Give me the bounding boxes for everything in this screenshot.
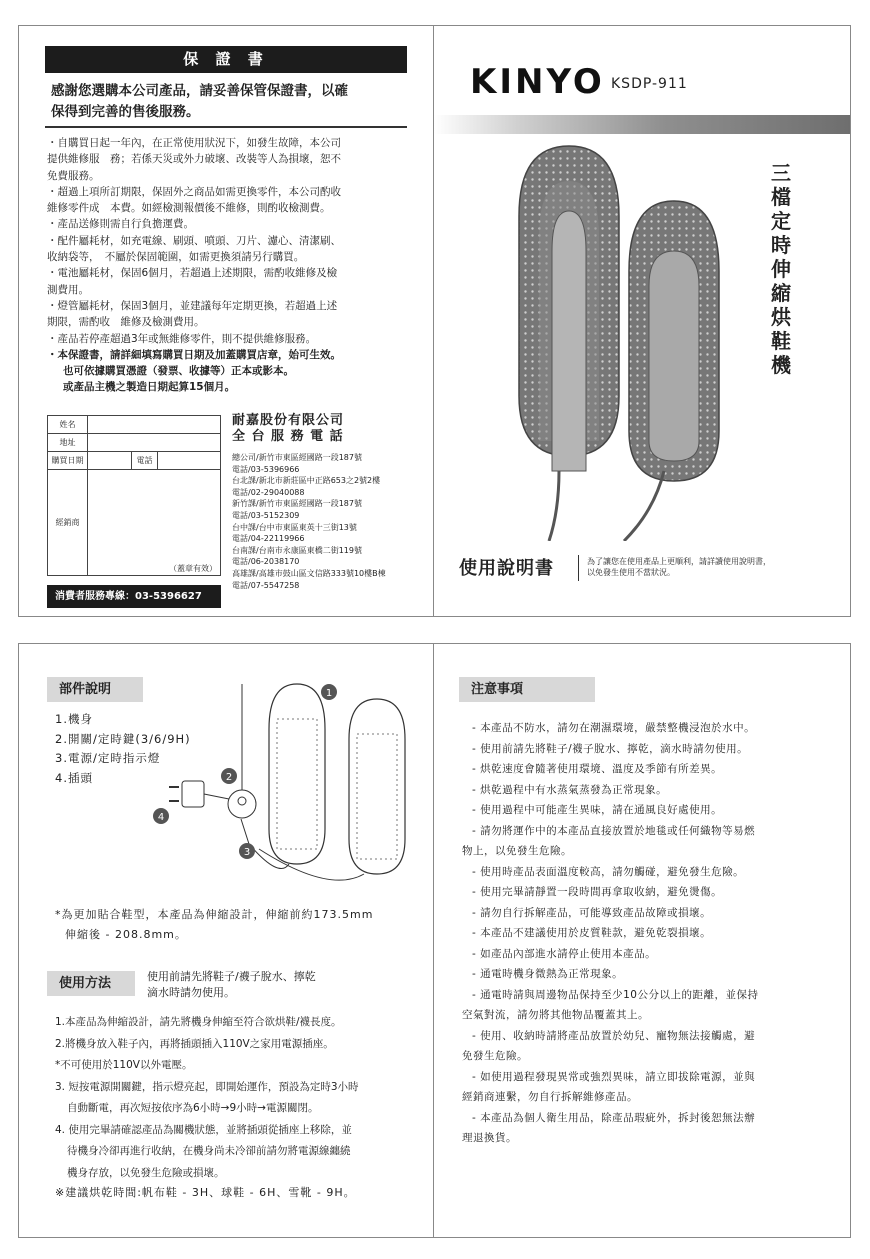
caution-line: 空氣對流，請勿將其他物品覆蓋其上。 [462, 1009, 649, 1021]
product-title: 三檔定時伸縮烘鞋機 [771, 161, 791, 377]
usage-note-line: 滴水時請勿使用。 [147, 986, 235, 999]
warranty-term-line: ・超過上項所訂期限，保固外之商品如需更換零件，本公司酌收 [47, 185, 341, 198]
manual-note [587, 556, 827, 578]
office-line: 電話/03-5152309 [232, 510, 300, 520]
caution-line: 經銷商連繫，勿自行拆解維修產品。 [462, 1091, 638, 1103]
parts-header: 部件說明 [47, 677, 143, 702]
usage-step: 4. 使用完畢請確認產品為關機狀態，並將插頭從插座上移除，並 [55, 1123, 352, 1136]
warranty-intro-line: 保得到完善的售後服務。 [51, 104, 200, 120]
form-field-dealer[interactable] [88, 470, 221, 576]
caution-line: 免發生危險。 [462, 1050, 528, 1062]
form-label-phone: 電話 [132, 452, 158, 470]
warranty-intro-line: 感謝您選購本公司產品，請妥善保管保證書，以確 [51, 83, 348, 99]
warranty-term-line: ・產品若停產超過3年或無維修零件，則不提供維修服務。 [47, 332, 317, 345]
caution-line: - 烘乾過程中有水蒸氣蒸發為正常現象。 [472, 783, 668, 796]
usage-step: 2.將機身放入鞋子內，再將插頭插入110V之家用電源插座。 [55, 1037, 334, 1050]
warranty-term-line: 收納袋等， 不屬於保固範圍，如需更換須請另行購買。 [47, 251, 305, 264]
caution-line: - 請勿將運作中的本產品直接放置於地毯或任何織物等易燃 [472, 824, 756, 837]
usage-step: 待機身冷卻再進行收納，在機身尚未冷卻前請勿將電源線纏繞 [67, 1145, 351, 1157]
usage-steps [55, 1012, 425, 1184]
svg-text:2: 2 [225, 772, 233, 783]
caution-line: - 通電時機身微熱為正常現象。 [472, 968, 624, 980]
caution-line: 理退換貨。 [462, 1132, 517, 1144]
svg-text:3: 3 [243, 847, 251, 858]
parts-diagram [149, 679, 419, 894]
warranty-term-bold: 也可依據購買憑證（發票、收據等）正本或影本。 [63, 365, 294, 378]
office-line: 台南課/台南市永康區東橋二街119號 [232, 545, 362, 555]
usage-note [147, 969, 316, 1001]
part-item: 3.電源/定時指示燈 [55, 751, 161, 765]
gradient-bar [434, 115, 851, 134]
caution-line: - 使用、收納時請將產品放置於幼兒、寵物無法接觸處，避 [472, 1029, 756, 1042]
manual-note-line: 為了讓您在使用產品上更順利，請詳讀使用說明書， [587, 557, 771, 566]
office-line: 電話/03-5396966 [232, 464, 300, 474]
warranty-term-line: 免費服務。 [47, 169, 100, 182]
manual-note-line: 以免發生使用不當狀況。 [587, 568, 675, 577]
svg-text:1: 1 [325, 688, 333, 699]
caution-line: - 本產品為個人衛生用品，除產品瑕疵外，拆封後恕無法辦 [472, 1111, 756, 1124]
warranty-terms [47, 135, 407, 396]
stamp-note: （蓋章有效） [169, 564, 217, 573]
cover-panel [433, 25, 851, 617]
usage-step: 1.本產品為伸縮設計，請先將機身伸縮至符合欲烘鞋/襪長度。 [55, 1016, 342, 1028]
usage-note-line: 使用前請先將鞋子/襪子脫水、擰乾 [147, 970, 316, 983]
size-note-line: 伸縮後 - 208.8mm。 [65, 928, 187, 941]
instructions-panel [18, 643, 434, 1238]
office-line: 高雄課/高雄市鼓山區文信路333號10樓B棟 [232, 568, 386, 578]
caution-line: - 烘乾速度會隨著使用環境、溫度及季節有所差異。 [472, 763, 723, 775]
warranty-term-bold: ・本保證書，請詳細填寫購買日期及加蓋購買店章，始可生效。 [47, 348, 341, 361]
caution-line: 物上，以免發生危險。 [462, 845, 572, 857]
divider [45, 126, 407, 128]
usage-header: 使用方法 [47, 971, 135, 996]
warranty-term-line: ・電池屬耗材，保固6個月，若超過上述期限，需酌收維修及檢 [47, 267, 338, 280]
caution-line: - 本產品不防水，請勿在潮濕環境，嚴禁整機浸泡於水中。 [472, 722, 756, 734]
warranty-term-line: 提供維修服 務；若係天災或外力破壞、改裝等人為損壞，恕不 [47, 153, 341, 166]
office-line: 電話/04-22119966 [232, 534, 305, 544]
service-hotline: 消費者服務專線：03-5396627 [47, 585, 221, 608]
warranty-form [47, 415, 221, 576]
form-field-name[interactable] [88, 416, 221, 434]
caution-line: - 如產品內部進水請停止使用本產品。 [472, 947, 657, 960]
dryer-right [624, 201, 719, 541]
office-line: 電話/07-5547258 [232, 580, 300, 590]
office-line: 新竹課/新竹市東區經國路一段187號 [232, 499, 362, 509]
form-label-name: 姓名 [48, 416, 88, 434]
office-line: 電話/06-2038170 [232, 557, 300, 567]
warranty-term-line: 測費用。 [47, 283, 89, 296]
caution-line: - 使用過程中可能產生異味，請在通風良好處使用。 [472, 804, 723, 816]
form-field-phone[interactable] [158, 452, 221, 470]
form-label-purchase-date: 購買日期 [48, 452, 88, 470]
company-heading [232, 413, 344, 445]
divider [578, 555, 579, 581]
product-illustration [494, 141, 764, 541]
callout-2 [221, 768, 237, 784]
service-phone-heading: 全 台 服 務 電 話 [232, 429, 344, 444]
dryer-left [519, 146, 619, 541]
office-line: 台中課/台中市東區東英十三街13號 [232, 522, 357, 532]
warranty-intro [51, 81, 411, 123]
office-line: 電話/02-29040088 [232, 487, 305, 497]
warranty-term-bold: 或產品主機之製造日期起算15個月。 [63, 381, 236, 394]
warranty-panel [18, 25, 434, 617]
warranty-term-line: 期限，需酌收 維修及檢測費用。 [47, 316, 205, 329]
warranty-title: 保 證 書 [45, 46, 407, 73]
svg-text:4: 4 [157, 812, 165, 823]
caution-line: - 通電時請與周邊物品保持至少10公分以上的距離，並保持 [472, 988, 759, 1001]
manual-label: 使用說明書 [459, 558, 554, 579]
brand-logo: KINYO [470, 62, 605, 102]
warranty-term-line: 維修零件成 本費。如經檢測報價後不維修，則酌收檢測費。 [47, 202, 331, 215]
callout-1 [321, 684, 337, 700]
part-item: 1.機身 [55, 712, 93, 726]
size-note [55, 905, 425, 945]
model-number: KSDP-911 [611, 76, 688, 92]
form-label-dealer: 經銷商 [48, 470, 88, 576]
caution-line: - 本產品不建議使用於皮質鞋款，避免乾裂損壞。 [472, 927, 712, 939]
callout-3 [239, 843, 255, 859]
size-note-line: *為更加貼合鞋型，本產品為伸縮設計，伸縮前約173.5mm [55, 908, 374, 921]
form-field-purchase-date[interactable] [88, 452, 132, 470]
part-item: 4.插頭 [55, 770, 93, 785]
usage-step: 機身存放，以免發生危險或損壞。 [67, 1166, 225, 1179]
drying-time-note: ※建議烘乾時間:帆布鞋 - 3H、球鞋 - 6H、雪靴 - 9H。 [55, 1186, 356, 1199]
part-item: 2.開關/定時鍵(3/6/9H) [55, 731, 191, 746]
caution-line: - 如使用過程發現異常或強烈異味，請立即拔除電源，並與 [472, 1070, 756, 1083]
office-list [232, 452, 428, 591]
office-line: 總公司/新竹市東區經國路一段187號 [232, 453, 362, 462]
caution-line: - 使用前請先將鞋子/襪子脫水、擰乾，滴水時請勿使用。 [472, 742, 749, 755]
warranty-term-line: ・燈管屬耗材，保固3個月，並建議每年定期更換，若超過上述 [47, 299, 338, 312]
caution-line: - 使用完畢請靜置一段時間再拿取收納，避免燙傷。 [472, 886, 723, 898]
form-field-address[interactable] [88, 434, 221, 452]
cautions-panel [433, 643, 851, 1238]
usage-step: 3. 短按電源開關鍵，指示燈亮起，即開始運作，預設為定時3小時 [55, 1080, 359, 1093]
warranty-term-line: ・配件屬耗材，如充電線、刷頭、噴頭、刀片、濾心、清潔刷、 [47, 234, 341, 247]
usage-step: *不可使用於110V以外電壓。 [55, 1059, 193, 1071]
warranty-term-line: ・產品送修則需自行負擔運費。 [47, 218, 194, 231]
cautions-header: 注意事項 [459, 677, 595, 702]
callout-4 [153, 808, 169, 824]
caution-line: - 使用時產品表面溫度較高，請勿觸碰，避免發生危險。 [472, 865, 745, 878]
cautions-list [462, 718, 834, 1149]
usage-step: 自動斷電，再次短按依序為6小時→9小時→電源關閉。 [67, 1102, 319, 1114]
caution-line: - 請勿自行拆解產品，可能導致產品故障或損壞。 [472, 906, 712, 919]
office-line: 台北課/新北市新莊區中正路653之2號2樓 [232, 476, 381, 486]
warranty-term-line: ・自購買日起一年內，在正常使用狀況下，如發生故障，本公司 [47, 137, 341, 149]
company-name: 耐嘉股份有限公司 [232, 413, 345, 428]
form-label-address: 地址 [48, 434, 88, 452]
